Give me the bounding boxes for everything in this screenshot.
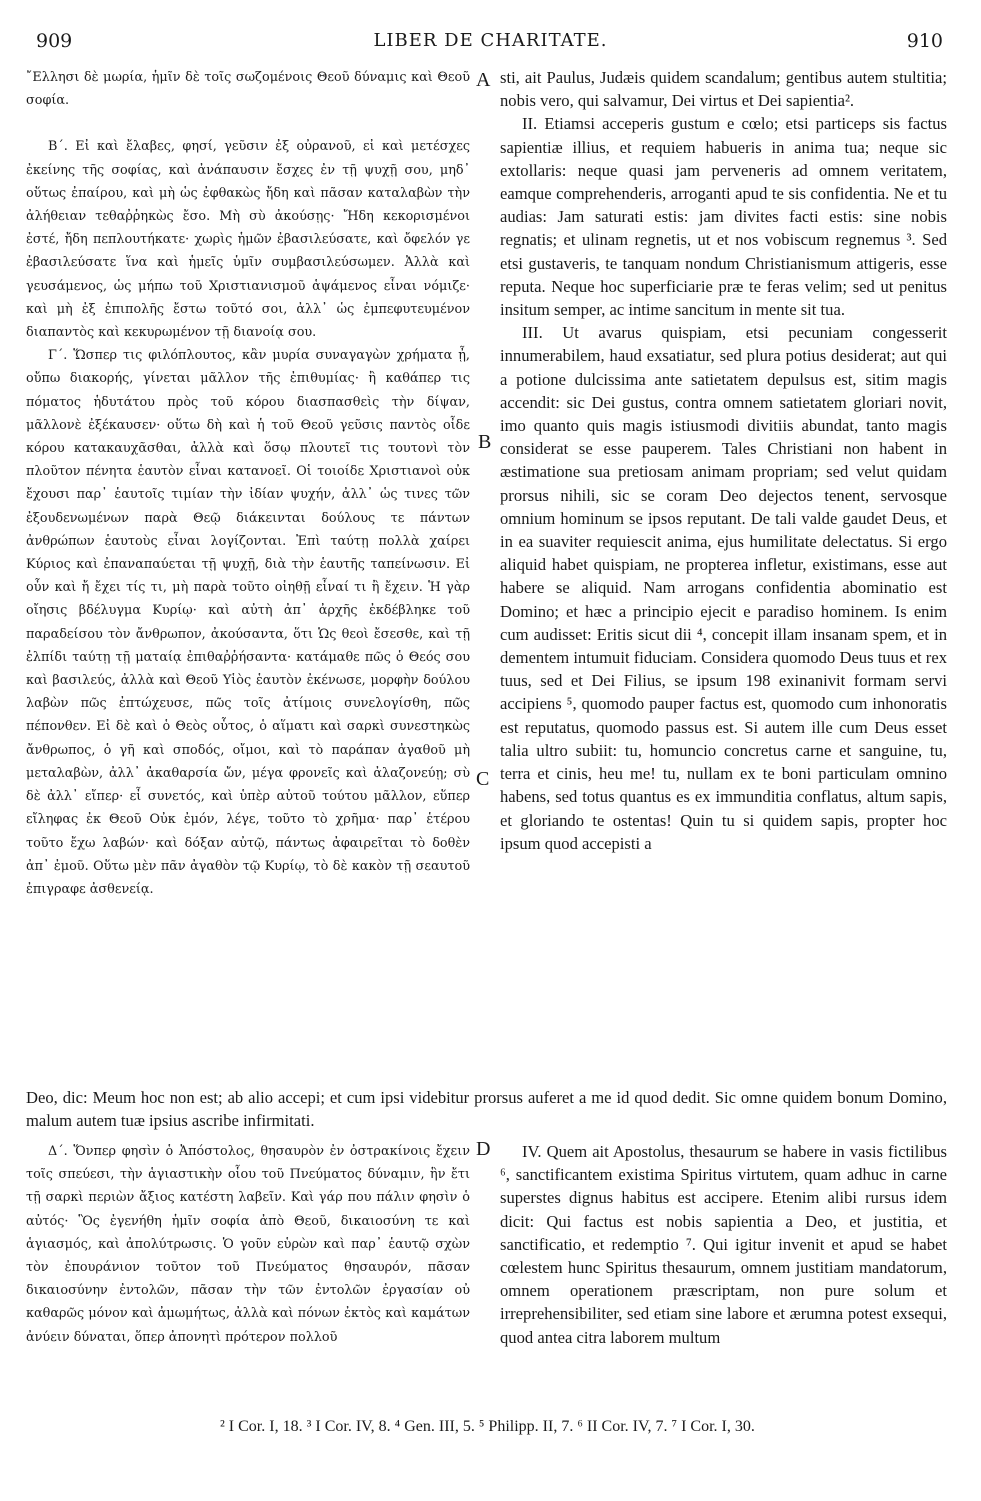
- greek-column-lower: [26, 1140, 470, 1349]
- margin-letter-a: A: [476, 69, 491, 91]
- running-title: LIBER DE CHARITATE.: [373, 30, 608, 51]
- footnotes: ² I Cor. I, 18. ³ I Cor. IV, 8. ⁴ Gen. III, 5. ⁵ Philipp. II, 7. ⁶ II Cor. IV, 7. ⁷ I Cor. I, 30.: [220, 1418, 755, 1435]
- greek-paragraph-4: Δ΄. Ὅνπερ φησὶν ὁ Ἀπόστολος, θησαυρὸν ἐν ὀστρακίνοις ἔχειν τοῖς σπεύεσι, τὴν ἁγιαστικὴν οἷου τοῦ Πνεύματος δύναμιν, ἣν ἔτι τῇ σαρκὶ περιὼν ἄξιος κατέστη λαβεῖν. Καὶ γάρ που πάλιν φησὶν ὁ αὐτός· Ὃς ἐγενήθη ἡμῖν σοφία ἀπὸ Θεοῦ, δικαιοσύνη τε καὶ ἁγιασμός, καὶ ἀπολύτρωσις. Ὁ γοῦν εὑρὼν καὶ παρ᾽ ἑαυτῷ σχὼν τὸν ἐπουράνιον τοῦτον τοῦ Πνεύματος θησαυρόν, πᾶσαν δικαιοσύνην ἐντολῶν, πᾶσαν τὴν τῶν ἐντολῶν ἐργασίαν οὐ καθαρῶς μόνον καὶ ἀμωμήτως, ἀλλὰ καὶ πόνων ἐκτὸς καὶ καμάτων ἀνύειν δύναται, ὅπερ ἀπονητὶ πρότερον πολλοῦ: [26, 1144, 470, 1345]
- latin-paragraph-2: II. Etiamsi acceperis gustum e cœlo; etsi particeps sis factus sapientiæ illius, et requiem habueris in anima tua; neque sic extollaris: neque quasi jam perveneris ad omnem veritatem, eamque comprehenderis, arroganti apud te sis confidentia. Ne et tu audias: Jam saturati estis: jam divites facti estis: sine nobis regnatis; et ulinam regnetis, ut et nos vobiscum regnemus ³. Sed etsi gustaveris, te tanquam nondum Christianismum attigeris, esse reputa. Neque hoc superficiarie præ te feras velim; sed ut penitus insitum semper, ac intime sancitum in mente sit tua.: [500, 114, 947, 320]
- latin-paragraph-4: IV. Quem ait Apostolus, thesaurum se habere in vasis fictilibus ⁶, sanctificantem existima Spiritus virtutem, quam adhuc in carne superstes dignus habitus est accipere. Etenim alibi rursus idem dicit: Qui factus est nobis sapientia a Deo, et justitia, et sanctificatio, et redemptio ⁷. Qui igitur invenit et apud se habet cœlestem hunc Spiritus thesaurum, omnem justitiam mandatorum, omnem operationem præscriptam, non pure solum et irreprehensibiliter, sed etiam sine labore et ærumna potest exsequi, quod antea citra laborem multum: [500, 1142, 947, 1347]
- greek-paragraph-2: Β΄. Εἰ καὶ ἔλαβες, φησί, γεῦσιν ἐξ οὐρανοῦ, εἰ καὶ μετέσχες ἐκείνης τῆς σοφίας, καὶ ἀνάπαυσιν ἔσχες ἐν τῇ ψυχῇ σου, μηδ᾽ οὕτως ἐπαίρου, καὶ μὴ ὡς ἐφθακὼς ἤδη καὶ πᾶσαν καταλαβὼν τὴν ἀλήθειαν τεθαῤῥηκὼς ἔσο. Μὴ σὺ ἀκούσῃς· Ἤδη κεκορισμένοι ἐστέ, ἤδη πεπλουτήκατε· χωρὶς ἡμῶν ἐβασιλεύσατε, καὶ ὄφελόν γε ἐβασιλεύσατε ἵνα καὶ ἡμεῖς ὑμῖν συμβασιλεύσωμεν. Ἀλλὰ καὶ γευσάμενος, ὡς μήπω τοῦ Χριστιανισμοῦ ἁψάμενος εἶναι νόμιζε· καὶ μὴ ἐξ ἐπιπολῆς ἔστω τοῦτό σοι, ἀλλ᾽ ὡς ἐμπεφυτευμένον διαπαντὸς καὶ κεκυρωμένον τῇ διανοίᾳ σου.: [26, 139, 470, 341]
- latin-paragraph-intro: sti, ait Paulus, Judæis quidem scandalum; gentibus autem stultitia; nobis vero, qui salvamur, Dei virtus et Dei sapientia².: [500, 68, 947, 111]
- margin-letter-d: D: [476, 1138, 491, 1160]
- greek-column: [26, 66, 470, 901]
- page-number-left: 909: [36, 30, 73, 52]
- latin-column: [500, 66, 947, 855]
- margin-letter-c: C: [476, 768, 490, 790]
- margin-letter-b: B: [478, 431, 492, 453]
- page-number-right: 910: [906, 30, 943, 52]
- latin-paragraph-3: III. Ut avarus quispiam, etsi pecuniam congesserit innumerabilem, haud exsatiatur, sed plura potius desiderat; aut qui a potione dulcissima ante satietatem depulsus est, sitim magis accendit: sic Dei gustus, contra omnem satietatem gloriari novit, imo quanto quis magis istiusmodi divitiis abundat, tanto magis considerat se esse pauperem. Tales Christiani non habent in æstimatione sua pretiosam animam propriam; sed velut quidam prorsus nihili, sic se coram Deo dejectos tenent, servosque omnium hominum se ipsos reputant. De tali valde gaudet Deus, et in ea suaviter requiescit anima, ejus humilitate delectatus. Si ergo aliquid habet quispiam, ne propterea infletur, existimans, esse aut habere se aliquid. Nam arrogans confidentia abominatio est Domino; et hæc a principio ejecit e paradiso hominem. Is enim cum audisset: Eritis sicut dii ⁴, concepit illam insanam spem, et in dementem intumuit fiduciam. Considera quomodo Deus tuus et rex tuus, sed et Dei Filius, se ipsum 198 exinanivit formam servi accipiens ⁵, quomodo pauper factus est, quomodo cum inhonoratis est reputatus, quomodo passus est. Si autem ille cum Deus esset talia ultro subiit: tu, homuncio concretus carne et sanguine, tu, terra et cinis, heu me! tu, nullam ex te boni particulam omnino habens, sed totus quantus es ex immunditia conflatus, altum sapis, et gloriando te ostentas! Quin tu si quidem sapis, propter hoc ipsum quod accepisti a: [500, 323, 947, 853]
- greek-paragraph-intro: ῎Ελλησι δὲ μωρία, ἡμῖν δὲ τοῖς σωζομένοις Θεοῦ δύναμις καὶ Θεοῦ σοφία.: [26, 70, 470, 109]
- greek-paragraph-3: Γ΄. Ὥσπερ τις φιλόπλουτος, κἂν μυρία συναγαγὼν χρήματα ᾖ, οὔπω διακορής, γίνεται μᾶλλον τῆς ἐπιθυμίας· ἢ καθάπερ τις πόματος ἡδυτάτου πρὸς τοῦ κόρου διασπασθεὶς τὴν δίψαν, μᾶλλονὲ ἐξέκαυσεν· οὕτω δὴ καὶ ἡ τοῦ Θεοῦ γεῦσις παντὸς οἶδε κόρου κατακαυχᾶσθαι, ἀλλὰ καὶ ὅσῳ πλουτεῖ τις τουτονὶ τὸν πλοῦτον πένητα ἑαυτὸν εἶναι κατανοεῖ. Οἱ τοιοίδε Χριστιανοὶ οὐκ ἔχουσι παρ᾽ ἑαυτοῖς τιμίαν τὴν ἰδίαν ψυχήν, ἀλλ᾽ ὡς τινες τῶν ἐξουδενωμένων παρὰ Θεῷ διάκεινται δούλους τε πάντων ἀνθρώπων ἑαυτοὺς εἶναι λογίζονται. Ἐπὶ ταύτῃ πολλὰ χαίρει Κύριος καὶ ἐπαναπαύεται τῇ ψυχῇ, διὰ τὴν ἑαυτῆς ταπείνωσιν. Εἰ οὖν καὶ ἤ ἔχει τίς τι, μὴ παρὰ τοῦτο οἰηθῇ εἶναί τι ἢ ἔχειν. Ἡ γὰρ οἴησις βδέλυγμα Κυρίῳ· καὶ αὐτὴ ἀπ᾽ ἀρχῆς ἐκδέβληκε τοῦ παραδείσου τὸν ἄνθρωπον, ἀκούσαντα, ὅτι Ὡς θεοὶ ἔσεσθε, καὶ τῇ ἐλπίδι ταύτῃ τῇ ματαίᾳ ἐπιθαῤῥήσαντα· κατάμαθε πῶς ὁ Θεός σου καὶ βασιλεύς, ἀλλὰ καὶ Θεοῦ Υἱὸς ἑαυτὸν ἐκένωσε, μορφὴν δούλου λαβὼν πῶς ἐπτώχευσε, πῶς τοῖς ἀτίμοις συνελογίσθη, πῶς πέπονθεν. Εἰ δὲ καὶ ὁ Θεὸς οὗτος, ὁ αἵματι καὶ σαρκὶ συνεστηκὼς ἄνθρωπος, ὁ γῆ καὶ σποδός, οἴμοι, καὶ τὸ παράπαν ἀγαθοῦ μὴ μεταλαβὼν, ἀλλ᾽ ἀκαθαρσία ὤν, μέγα φρονεῖς καὶ ἀλαζονεύῃ; σὺ δὲ ἀλλ᾽ εἴπερ· εἶ συνετός, καὶ ὑπὲρ αὐτοῦ τούτου μᾶλλον, εὕπερ εἴληφας ἐκ Θεοῦ Οὐκ ἐμόν, λέγε, τοῦτο τὸ χρῆμα· παρ᾽ ἑτέρου τοῦτο ἔχω λαβών· καὶ δόξαν αὐτῷ, πάντως ἀφαιρεῖται τὸ δοθὲν ἀπ᾽ ἐμοῦ. Οὕτω μὲν πᾶν ἀγαθὸν τῷ Κυρίῳ, τὸ δὲ κακὸν τῇ σεαυτοῦ ἐπιγραφε ἀσθενείᾳ.: [26, 348, 470, 897]
- latin-column-lower: [500, 1140, 947, 1349]
- spanning-latin-text: Deo, dic: Meum hoc non est; ab alio accepi; et cum ipsi videbitur prorsus auferet a me id quod dedit. Sic omne quidem bonum Domino, malum autem tuæ ipsius ascribe infirmitati.: [26, 1088, 947, 1131]
